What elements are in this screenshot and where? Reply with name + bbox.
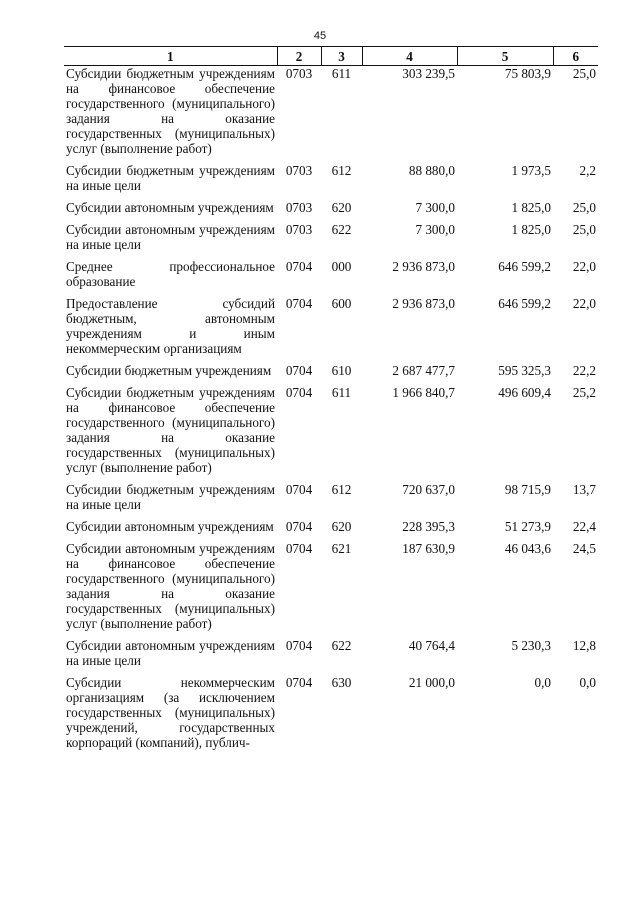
table-row <box>64 222 598 259</box>
cell-expense-type-code: 630 <box>331 675 352 690</box>
column-header: 4 <box>362 47 457 66</box>
cell-actual-amount: 51 273,9 <box>504 519 551 534</box>
cell-section-code: 0704 <box>285 363 313 378</box>
cell-actual-amount: 46 043,6 <box>504 541 551 556</box>
cell-actual-amount: 1 825,0 <box>511 222 551 237</box>
cell-actual-amount: 0,0 <box>534 675 551 690</box>
cell-percent: 25,2 <box>572 385 596 400</box>
cell-section-code: 0704 <box>285 259 313 274</box>
cell-section-code: 0703 <box>285 200 313 215</box>
cell-percent: 2,2 <box>579 163 596 178</box>
column-header: 3 <box>321 47 362 66</box>
cell-section-code: 0704 <box>285 296 313 311</box>
cell-actual-amount: 98 715,9 <box>504 482 551 497</box>
cell-planned-amount: 7 300,0 <box>415 222 455 237</box>
table-row <box>64 519 598 541</box>
cell-section-code: 0704 <box>285 638 313 653</box>
cell-section-code: 0703 <box>285 222 313 237</box>
table-row <box>64 638 598 675</box>
cell-planned-amount: 228 395,3 <box>402 519 455 534</box>
cell-planned-amount: 720 637,0 <box>402 482 455 497</box>
cell-expense-type-code: 612 <box>331 482 352 497</box>
page-number: 45 <box>313 30 327 42</box>
table-row <box>64 259 598 296</box>
cell-percent: 0,0 <box>579 675 596 690</box>
cell-name: Субсидии бюджетным учреждениям <box>66 363 272 378</box>
cell-percent: 25,0 <box>572 200 596 215</box>
cell-percent: 22,2 <box>572 363 596 378</box>
table-body <box>64 66 598 758</box>
table-row <box>64 363 598 385</box>
cell-section-code: 0704 <box>285 385 313 400</box>
table-row <box>64 385 598 482</box>
cell-section-code: 0704 <box>285 541 313 556</box>
cell-planned-amount: 303 239,5 <box>402 66 455 81</box>
cell-name: Субсидии автономным учреждениям на финансовое обеспечение государственного (муниципального) задания на оказание государственных (муниципальных) услуг (выполнение работ) <box>66 541 275 631</box>
cell-name: Субсидии автономным учреждениям на иные цели <box>66 222 275 252</box>
cell-percent: 22,0 <box>572 296 596 311</box>
cell-percent: 22,4 <box>572 519 596 534</box>
cell-expense-type-code: 622 <box>331 222 352 237</box>
cell-expense-type-code: 620 <box>331 519 352 534</box>
cell-expense-type-code: 611 <box>331 66 352 81</box>
table-header-row <box>64 47 598 66</box>
cell-section-code: 0703 <box>285 163 313 178</box>
cell-planned-amount: 187 630,9 <box>402 541 455 556</box>
column-header: 2 <box>277 47 321 66</box>
cell-actual-amount: 496 609,4 <box>498 385 551 400</box>
cell-planned-amount: 2 687 477,7 <box>392 363 455 378</box>
cell-name: Среднее профессиональное образование <box>66 259 275 289</box>
cell-actual-amount: 595 325,3 <box>498 363 551 378</box>
table-row <box>64 675 598 757</box>
cell-percent: 25,0 <box>572 66 596 81</box>
cell-expense-type-code: 000 <box>331 259 352 274</box>
cell-planned-amount: 2 936 873,0 <box>392 259 455 274</box>
cell-name: Субсидии бюджетным учреждениям на финансовое обеспечение государственного (муниципального) задания на оказание государственных (муниципальных) услуг (выполнение работ) <box>66 66 275 156</box>
table-row <box>64 66 598 164</box>
cell-name: Субсидии бюджетным учреждениям на финансовое обеспечение государственного (муниципального) задания на оказание государственных (муниципальных) услуг (выполнение работ) <box>66 385 275 475</box>
cell-planned-amount: 40 764,4 <box>408 638 455 653</box>
column-header: 6 <box>553 47 598 66</box>
cell-name: Субсидии некоммерческим организациям (за исключением государственных (муниципальных) учреждений, государственных корпораций (компаний), публич- <box>66 675 275 750</box>
cell-expense-type-code: 612 <box>331 163 352 178</box>
cell-section-code: 0704 <box>285 482 313 497</box>
cell-name: Субсидии автономным учреждениям на иные цели <box>66 638 275 668</box>
column-header: 5 <box>457 47 553 66</box>
table-row <box>64 541 598 638</box>
cell-actual-amount: 1 973,5 <box>511 163 551 178</box>
cell-section-code: 0704 <box>285 519 313 534</box>
cell-expense-type-code: 621 <box>331 541 352 556</box>
cell-expense-type-code: 610 <box>331 363 352 378</box>
cell-actual-amount: 646 599,2 <box>498 296 551 311</box>
cell-name: Субсидии автономным учреждениям <box>66 200 274 215</box>
table-row <box>64 296 598 363</box>
cell-percent: 22,0 <box>572 259 596 274</box>
cell-planned-amount: 7 300,0 <box>415 200 455 215</box>
cell-percent: 12,8 <box>572 638 596 653</box>
column-header: 1 <box>64 47 277 66</box>
cell-planned-amount: 2 936 873,0 <box>392 296 455 311</box>
budget-table <box>64 46 598 757</box>
cell-expense-type-code: 600 <box>331 296 352 311</box>
cell-planned-amount: 88 880,0 <box>408 163 455 178</box>
cell-actual-amount: 75 803,9 <box>504 66 551 81</box>
cell-name: Субсидии бюджетным учреждениям на иные цели <box>66 163 275 193</box>
cell-section-code: 0703 <box>285 66 313 81</box>
cell-section-code: 0704 <box>285 675 313 690</box>
cell-percent: 13,7 <box>572 482 596 497</box>
cell-actual-amount: 1 825,0 <box>511 200 551 215</box>
cell-expense-type-code: 622 <box>331 638 352 653</box>
cell-actual-amount: 5 230,3 <box>511 638 551 653</box>
cell-percent: 24,5 <box>572 541 596 556</box>
cell-expense-type-code: 620 <box>331 200 352 215</box>
table-row <box>64 482 598 519</box>
table-row <box>64 163 598 200</box>
cell-planned-amount: 21 000,0 <box>408 675 455 690</box>
cell-percent: 25,0 <box>572 222 596 237</box>
cell-name: Субсидии автономным учреждениям <box>66 519 274 534</box>
cell-expense-type-code: 611 <box>331 385 352 400</box>
cell-name: Субсидии бюджетным учреждениям на иные цели <box>66 482 275 512</box>
cell-planned-amount: 1 966 840,7 <box>392 385 455 400</box>
cell-actual-amount: 646 599,2 <box>498 259 551 274</box>
table-row <box>64 200 598 222</box>
cell-name: Предоставление субсидий бюджетным, автономным учреждениям и иным некоммерческим организациям <box>66 296 275 356</box>
